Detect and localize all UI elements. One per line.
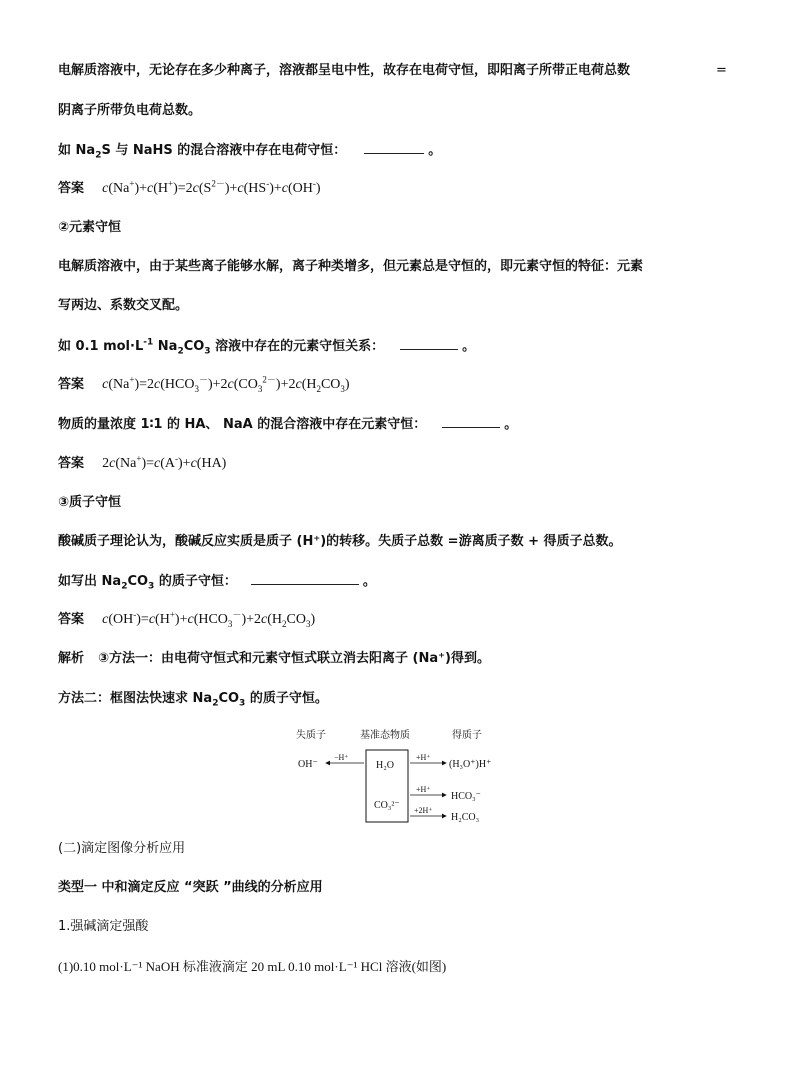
element-answer-formula: $c(Na^+)=2c(HCO_3^-)+2c(CO_3^{2-})+2c(H_2CO_3)$ [102, 374, 350, 394]
hydroxide-label: OH⁻ [298, 759, 318, 770]
plus-h-label-2: +H⁺ [416, 785, 431, 794]
element-question2: 物质的量浓度 1∶1 的 HA、 NaA 的混合溶液中存在元素守恒： 。 [58, 417, 518, 432]
header-gain-proton: 得质子 [452, 730, 482, 741]
hydronium-label: (H₃O⁺)H⁺ [449, 759, 492, 770]
charge-paragraph-line1 [58, 62, 630, 80]
proton-scheme-diagram [296, 722, 496, 826]
charge-answer [58, 180, 321, 198]
proton-answer-formula: $c(OH^-)=c(H^+)+c(HCO_3^-)+2c(H_2CO_3)$ [102, 609, 316, 629]
header-lose-proton: 失质子 [296, 730, 326, 741]
element-paragraph-line2: 写两边、系数交叉配。 [58, 298, 189, 313]
element-heading: ②元素守恒 [58, 220, 122, 235]
minus-h-label: −H⁺ [334, 753, 349, 762]
element-question: 如 0.1 $mol\cdot L^{-1}$ $Na_2CO_3$ 溶液中存在的元素守恒关系： 。 [58, 337, 476, 357]
element-answer2-formula: 2c(Na+)=c(A-)+c(HA) [102, 453, 227, 471]
element-answer: 答案 $c(Na^+)=2c(HCO_3^-)+2c(CO_3^{2-})+2c(H_2CO_3)$ [58, 374, 350, 394]
analysis-label: 解析 [58, 651, 85, 666]
charge-paragraph-line2: 阴离子所带负电荷总数。 [58, 103, 202, 118]
header-reference: 基准态物质 [360, 730, 410, 741]
water-label: H₂O [376, 760, 394, 771]
proton-paragraph: 酸碱质子理论认为，酸碱反应实质是质子 (H⁺)的转移。失质子总数 =游离质子数 + 得质子总数。 [58, 534, 622, 549]
equals-sign: = [716, 63, 727, 78]
proton-heading: ③质子守恒 [58, 495, 122, 510]
answer-blank[interactable] [364, 141, 424, 154]
carbonate-label: CO₃²⁻ [374, 800, 400, 811]
proton-answer: 答案 $c(OH^-)=c(H^+)+c(HCO_3^-)+2c(H_2CO_3)$ [58, 609, 316, 629]
answer-blank[interactable] [251, 572, 359, 585]
charge-question: 如 $Na_2S$ 与 NaHS 的混合溶液中存在电荷守恒： 。 [58, 143, 442, 161]
answer-label: 答案 [58, 181, 85, 196]
element-paragraph-line1: 电解质溶液中，由于某些离子能够水解，离子种类增多，但元素总是守恒的，即元素守恒的特征：元素 [58, 259, 644, 274]
subsection-heading: 1.强碱滴定强酸 [58, 919, 149, 934]
plus-2h-label: +2H⁺ [414, 806, 433, 815]
type1-heading: 类型一 中和滴定反应 “突跃 ”曲线的分析应用 [58, 880, 323, 895]
section-title: (二)滴定图像分析应用 [58, 841, 186, 856]
proton-question: 如写出 $Na_2CO_3$ 的质子守恒： 。 [58, 574, 376, 592]
bicarbonate-label: HCO₃⁻ [451, 791, 481, 802]
carbonic-acid-label: H₂CO₃ [451, 812, 480, 823]
method2-line: 方法二：框图法快速求 $Na_2CO_3$ 的质子守恒。 [58, 691, 328, 709]
charge-text: 电解质溶液中，无论存在多少种离子，溶液都呈电中性，故存在电荷守恒，即阳离子所带正电荷总数 [58, 63, 631, 78]
analysis-line: 解析 ③方法一：由电荷守恒式和元素守恒式联立消去阳离子 (Na⁺)得到。 [58, 651, 490, 666]
answer-blank[interactable] [442, 415, 500, 428]
element-answer2: 答案 2c(Na+)=c(A-)+c(HA) [58, 453, 227, 471]
answer-blank[interactable] [400, 337, 458, 350]
charge-answer-formula: $c(Na^+)+c(H^+)=2c(S^{2-})+c(HS^-)+c(OH^-)$ [102, 178, 321, 196]
plus-h-label-1: +H⁺ [416, 753, 431, 762]
item1-line: (1)0.10 mol·L⁻¹ NaOH 标准液滴定 20 mL 0.10 mol·L⁻¹ HCl 溶液(如图) [58, 959, 447, 974]
